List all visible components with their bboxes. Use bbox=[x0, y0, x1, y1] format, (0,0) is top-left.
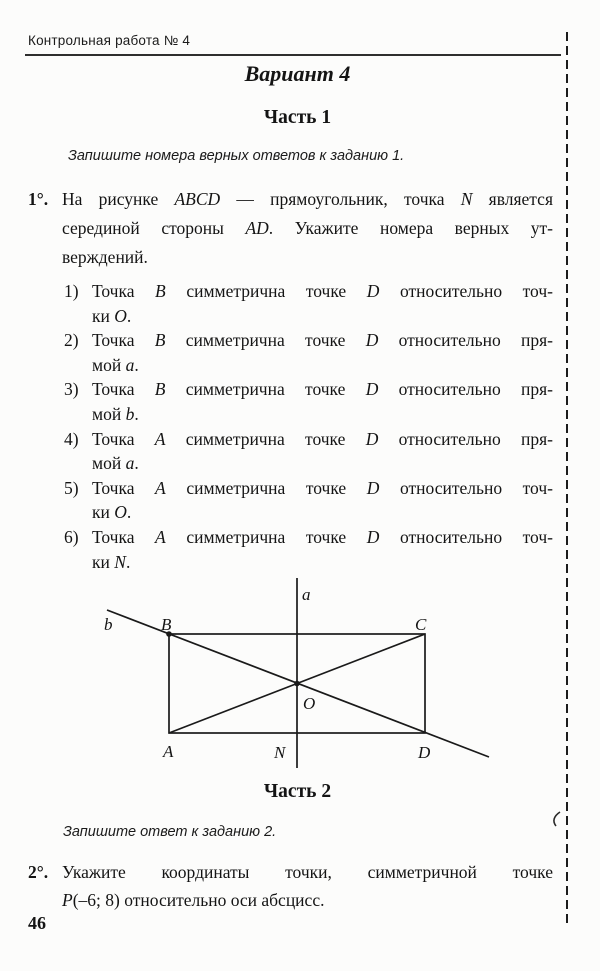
math-variable: O bbox=[114, 502, 127, 523]
text-line: серединой стороны AD. Укажите номера верных ут- bbox=[62, 218, 553, 238]
point-o-dot bbox=[294, 681, 300, 687]
math-variable: N bbox=[114, 551, 126, 572]
text-line: Точка A симметрична точке D относительно точ- bbox=[92, 477, 553, 498]
math-variable: D bbox=[366, 281, 380, 301]
math-variable: D bbox=[366, 526, 380, 547]
math-variable: D bbox=[365, 379, 379, 400]
text-line: мой a. bbox=[92, 354, 139, 375]
statement-body bbox=[92, 377, 553, 426]
statements-list bbox=[64, 279, 554, 574]
statement-item bbox=[64, 427, 554, 476]
label-point-a: A bbox=[163, 742, 174, 761]
math-variable: B bbox=[154, 330, 166, 351]
math-variable: D bbox=[366, 477, 380, 498]
statement-body bbox=[92, 476, 553, 525]
label-point-n: N bbox=[274, 743, 286, 762]
label-point-b: B bbox=[161, 615, 172, 634]
statement-number: 1) bbox=[64, 281, 79, 301]
problem1-number: 1°. bbox=[28, 189, 49, 209]
math-variable: A bbox=[155, 526, 166, 547]
math-variable: A bbox=[155, 477, 166, 498]
math-variable: a bbox=[125, 354, 135, 375]
math-variable: D bbox=[365, 428, 379, 449]
scan-artifact bbox=[549, 810, 563, 833]
statement-item bbox=[64, 377, 554, 426]
label-point-c: C bbox=[415, 615, 427, 634]
statement-number: 6) bbox=[64, 526, 79, 547]
math-variable: AD bbox=[245, 218, 269, 238]
math-variable: O bbox=[114, 305, 127, 326]
math-variable: b bbox=[125, 403, 135, 424]
statement-number: 2) bbox=[64, 330, 79, 351]
part1-instruction: Запишите номера верных ответов к заданию 1. bbox=[68, 148, 405, 164]
math-variable: a bbox=[125, 453, 135, 474]
part2-instruction: Запишите ответ к заданию 2. bbox=[63, 824, 277, 840]
math-variable: A bbox=[154, 428, 166, 449]
figure-canvas bbox=[80, 573, 520, 773]
label-point-d: D bbox=[418, 743, 431, 762]
problem2-number: 2°. bbox=[28, 862, 49, 882]
page-number: 46 bbox=[28, 913, 46, 933]
text-line: На рисунке ABCD — прямоугольник, точка N является bbox=[62, 189, 553, 209]
statement-number: 3) bbox=[64, 379, 79, 400]
running-header: Контрольная работа № 4 bbox=[28, 33, 191, 48]
text-line: Точка A симметрична точке D относительно пря- bbox=[92, 428, 554, 449]
geometry-figure bbox=[80, 573, 520, 773]
statement-item bbox=[64, 279, 553, 328]
text-line: верждений. bbox=[62, 247, 148, 267]
math-variable: D bbox=[365, 330, 379, 351]
math-variable: B bbox=[154, 379, 166, 400]
math-variable: N bbox=[460, 189, 473, 209]
label-point-o: O bbox=[303, 694, 316, 713]
statement-body bbox=[92, 279, 553, 328]
statement-body bbox=[92, 525, 553, 574]
text-line: Точка B симметрична точке D относительно пря- bbox=[92, 379, 554, 400]
variant-heading: Вариант 4 bbox=[244, 61, 351, 86]
part1-heading: Часть 1 bbox=[263, 107, 332, 128]
problem1-text bbox=[62, 185, 553, 272]
text-line: Точка A симметрична точке D относительно точ- bbox=[92, 526, 553, 547]
math-variable: P bbox=[62, 890, 73, 910]
statement-item bbox=[64, 525, 553, 574]
text-line: ки O. bbox=[92, 305, 132, 326]
statement-item bbox=[64, 328, 554, 377]
math-variable: ABCD bbox=[174, 189, 221, 209]
math-variable: B bbox=[155, 281, 166, 301]
label-line-b: b bbox=[104, 615, 113, 634]
header-rule bbox=[25, 54, 561, 56]
text-line: ки O. bbox=[92, 502, 132, 523]
text-line: мой b. bbox=[92, 403, 139, 424]
label-line-a: a bbox=[302, 585, 311, 604]
problem2-text bbox=[62, 858, 553, 914]
text-line: Укажите координаты точки, симметричной точке bbox=[62, 862, 553, 882]
text-line: ки N. bbox=[92, 551, 131, 572]
statement-body bbox=[92, 328, 553, 377]
statement-item bbox=[64, 476, 553, 525]
part2-heading: Часть 2 bbox=[263, 781, 332, 802]
text-line: мой a. bbox=[92, 453, 139, 474]
statement-number: 4) bbox=[64, 428, 79, 449]
statement-body bbox=[92, 427, 553, 476]
text-line: Точка B симметрична точке D относительно пря- bbox=[92, 330, 554, 351]
text-line: P(–6; 8) относительно оси абсцисс. bbox=[62, 890, 325, 910]
text-line: Точка B симметрична точке D относительно точ- bbox=[92, 281, 553, 301]
statement-number: 5) bbox=[64, 477, 79, 498]
